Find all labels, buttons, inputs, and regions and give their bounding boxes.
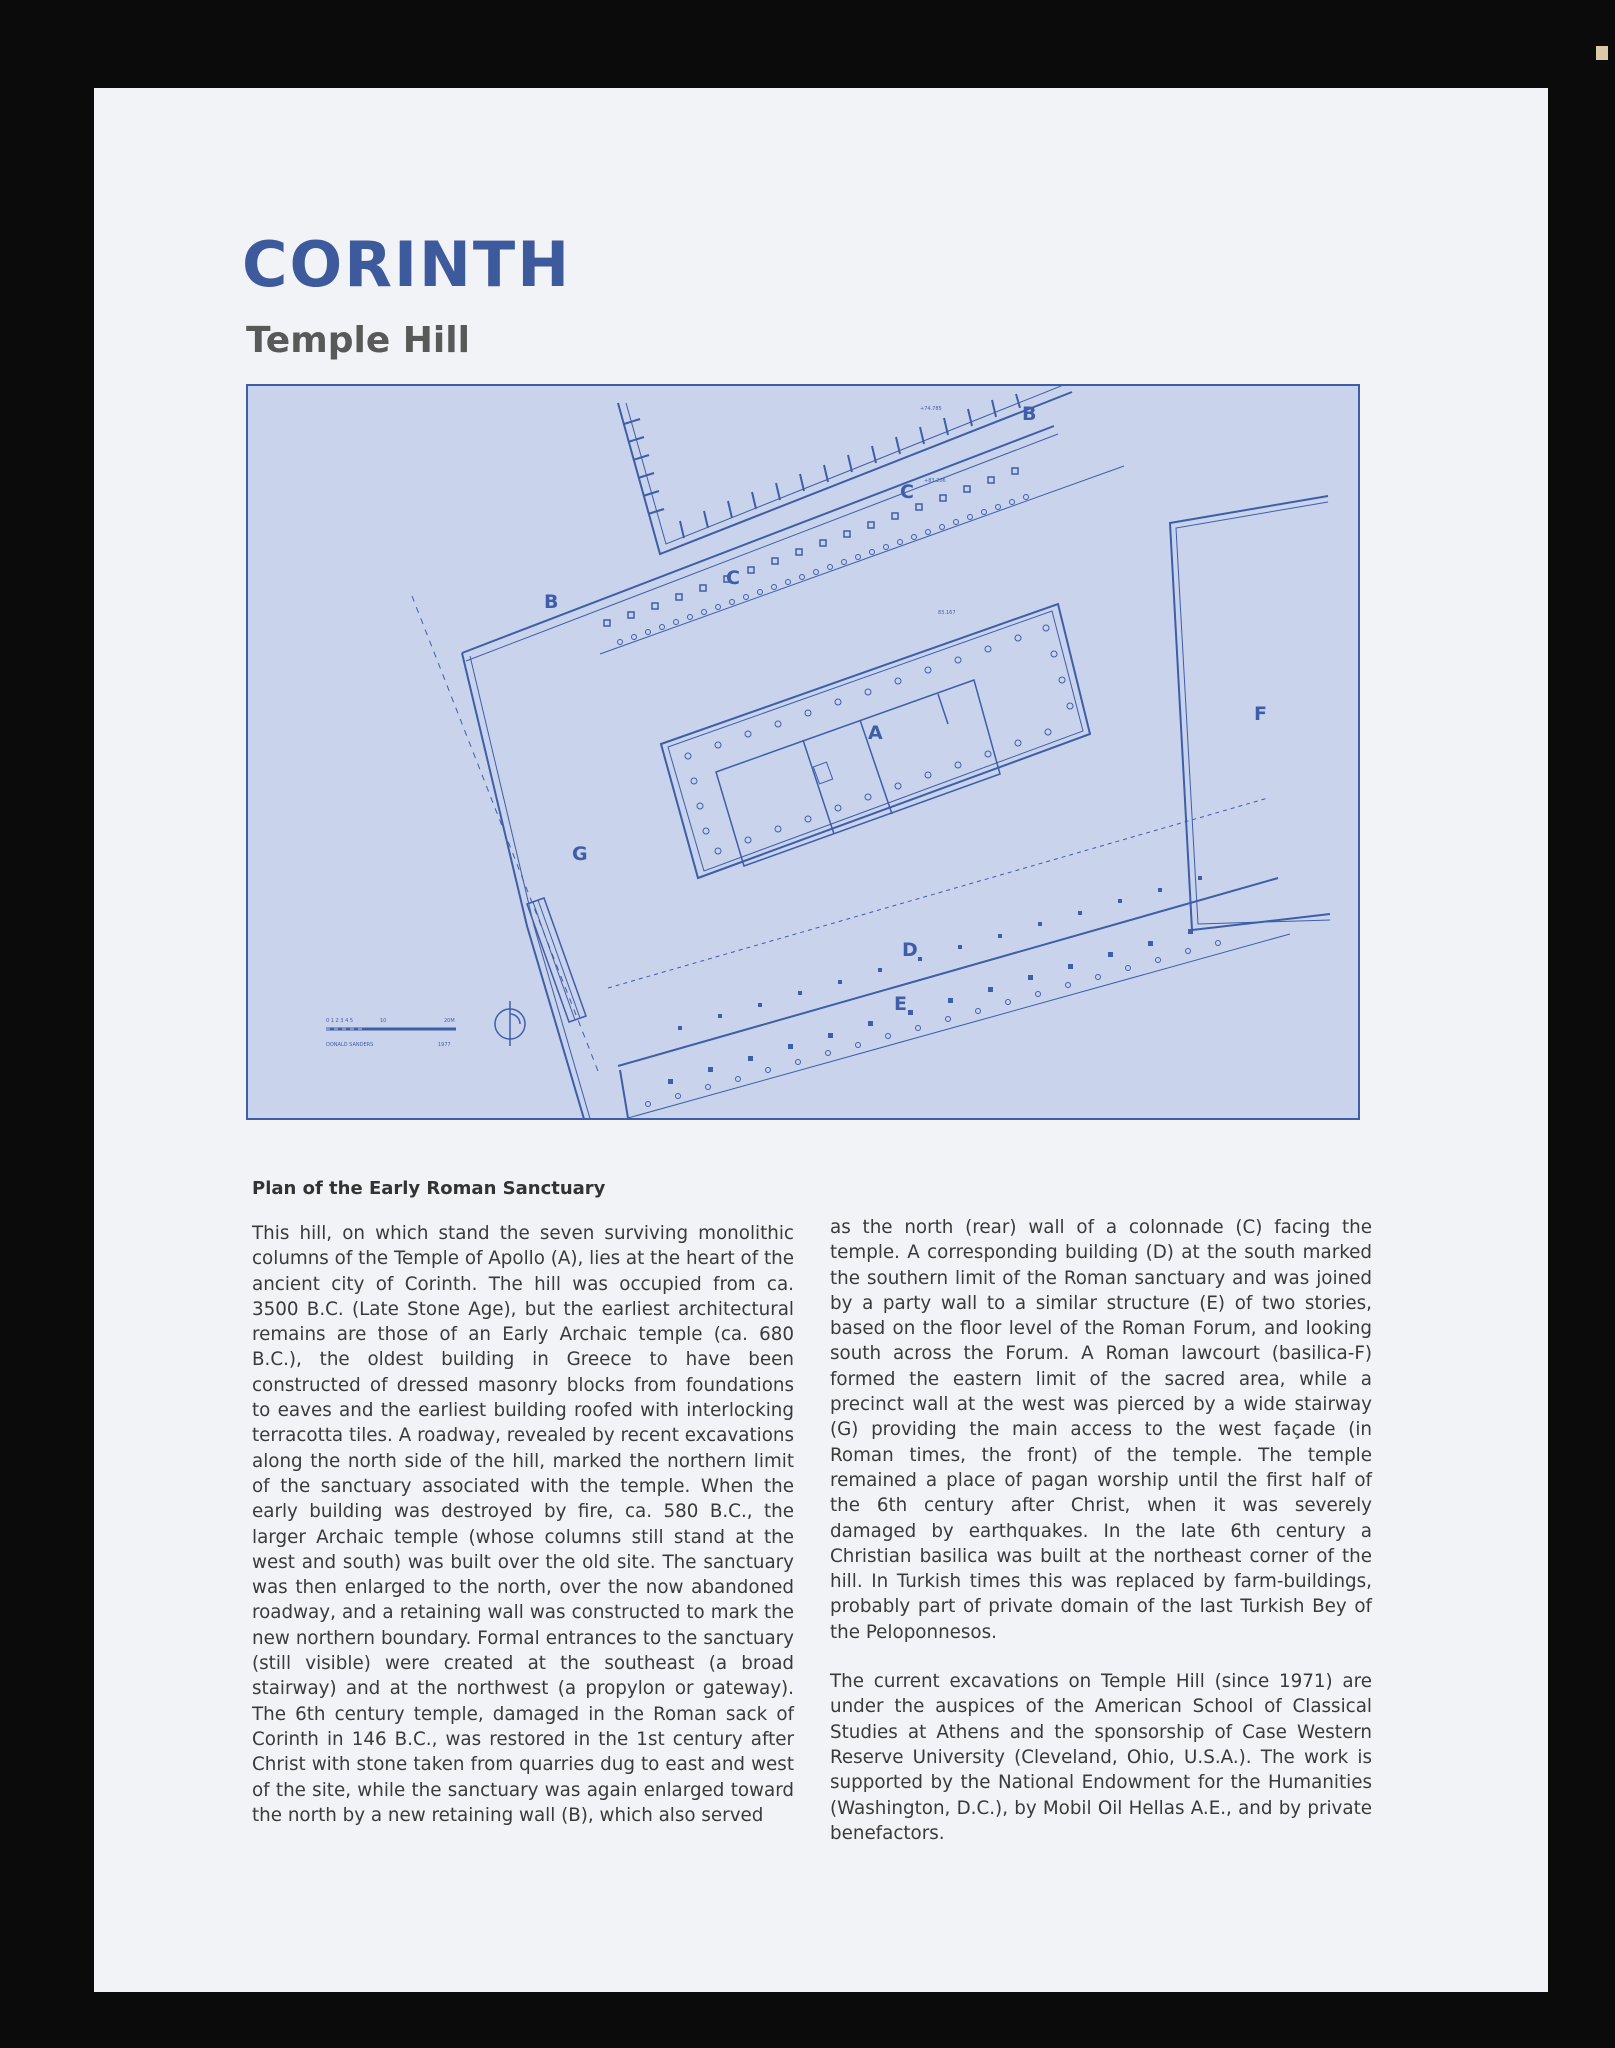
body-column-right — [830, 1215, 1372, 1870]
colonnade-d-north — [608, 798, 1268, 988]
body-paragraph: as the north (rear) wall of a colonnade (C) facing the temple. A corresponding building (D) at the south marked the southern limit of the Roman sanctuary and was joined by a party wall to a similar structure (E) of two stories, based on the floor level of the Roman Forum, and looking south across the Forum. A Roman lawcourt (basilica-F) formed the eastern limit of the sacred area, while a precinct wall at the west was pierced by a wide stairway (G) providing the main access to the west façade (in Roman times, the front) of the temple. The temple remained a place of pagan worship until the first half of the 6th century after Christ, when it was severely damaged by earthquakes. In the late 6th century a Christian basilica was built at the northeast corner of the hill. In Turkish times this was replaced by farm-buildings, probably part of private domain of the last Turkish Bey of the Peloponnesos. — [830, 1217, 1372, 1643]
basilica-f — [1170, 496, 1330, 930]
colonnade-de-piers — [668, 876, 1202, 1084]
document-sheet — [94, 88, 1548, 1992]
elevation-1: +74.785 — [920, 406, 942, 412]
edge-speck — [1596, 46, 1608, 60]
label-d: D — [902, 939, 918, 961]
colonnade-e-south — [628, 934, 1290, 1118]
label-b-west: B — [544, 591, 559, 613]
wall-b-line-inner — [466, 434, 1058, 661]
body-paragraph: This hill, on which stand the seven surviving monolithic columns of the Temple of Apollo (A), lies at the heart of the ancient city of Corinth. The hill was occupied from ca. 3500 B.C. (Late Stone Age), but the earliest architectural remains are those of an Early Archaic temple (ca. 680 B.C.), the oldest building in Greece to have been constructed of dressed masonry blocks from foundations to eaves and the earliest building roofed with interlocking terracotta tiles. A roadway, revealed by recent excavations along the north side of the hill, marked the northern limit of the sanctuary associated with the temple. When the early building was destroyed by fire, ca. 580 B.C., the larger Archaic temple (whose columns still stand at the west and south) was built over the old site. The sanctuary was then enlarged to the north, over the now abandoned roadway, and a retaining wall was constructed to mark the new northern boundary. Formal entrances to the sanctuary (still visible) were created at the southeast (a broad stairway) and at the northwest (a propylon or gateway). The 6th century temple, damaged in the Roman sack of Corinth in 146 B.C., was restored in the 1st century after Christ with stone taken from quarries dug to east and west of the site, while the sanctuary was again enlarged toward the north by a new retaining wall (B), which also served — [252, 1223, 794, 1826]
body-column-left — [252, 1221, 794, 1852]
scale-ticks: 0 1 2 3 4 5 — [326, 1018, 354, 1024]
plan-caption: Plan of the Early Roman Sanctuary — [252, 1178, 606, 1199]
surveyor-credit: DONALD SANDERS — [326, 1042, 374, 1048]
elevation-2: +83.206 — [924, 478, 946, 484]
colonnade-c-piers — [604, 468, 1018, 626]
shops-north-wall — [618, 392, 1072, 554]
basilica-f-inner — [1176, 502, 1330, 924]
shop-dividers — [624, 394, 1020, 538]
label-c-east: C — [900, 481, 914, 503]
page-title: CORINTH — [242, 228, 572, 301]
label-a: A — [868, 722, 883, 744]
body-paragraph: The current excavations on Temple Hill (since 1971) are under the auspices of the American School of Classical Studies at Athens and the sponsorship of Case Western Reserve University (Cleveland, Ohio, U.S.A.). The work is supported by the National Endowment for the Humanities (Washington, D.C.), by Mobil Oil Hellas A.E., and by private benefactors. — [830, 1671, 1372, 1844]
site-plan-drawing — [248, 386, 1358, 1118]
plan-year: 1977 — [438, 1042, 451, 1048]
scale-mid: 10 — [380, 1018, 387, 1024]
elevation-3: 83.167 — [938, 610, 956, 616]
scale-end: 20M — [444, 1018, 455, 1024]
site-plan — [246, 384, 1360, 1120]
label-b-north: B — [1022, 403, 1037, 425]
party-wall — [618, 878, 1278, 1066]
temple-a-cella — [716, 680, 1000, 866]
label-e: E — [894, 993, 907, 1015]
label-c-west: C — [726, 567, 740, 589]
colonnade-c-edge — [600, 466, 1124, 654]
column-dots — [618, 495, 1221, 1107]
wall-b-line — [462, 426, 1054, 653]
west-wall-inner — [470, 656, 598, 1118]
west-road-edge — [412, 596, 598, 1071]
west-wall — [462, 653, 592, 1118]
plan-lines — [326, 386, 1330, 1118]
label-f: F — [1254, 703, 1267, 725]
label-g: G — [572, 843, 588, 865]
page-subtitle: Temple Hill — [246, 320, 470, 361]
shops-north-wall-inner — [626, 386, 1066, 544]
